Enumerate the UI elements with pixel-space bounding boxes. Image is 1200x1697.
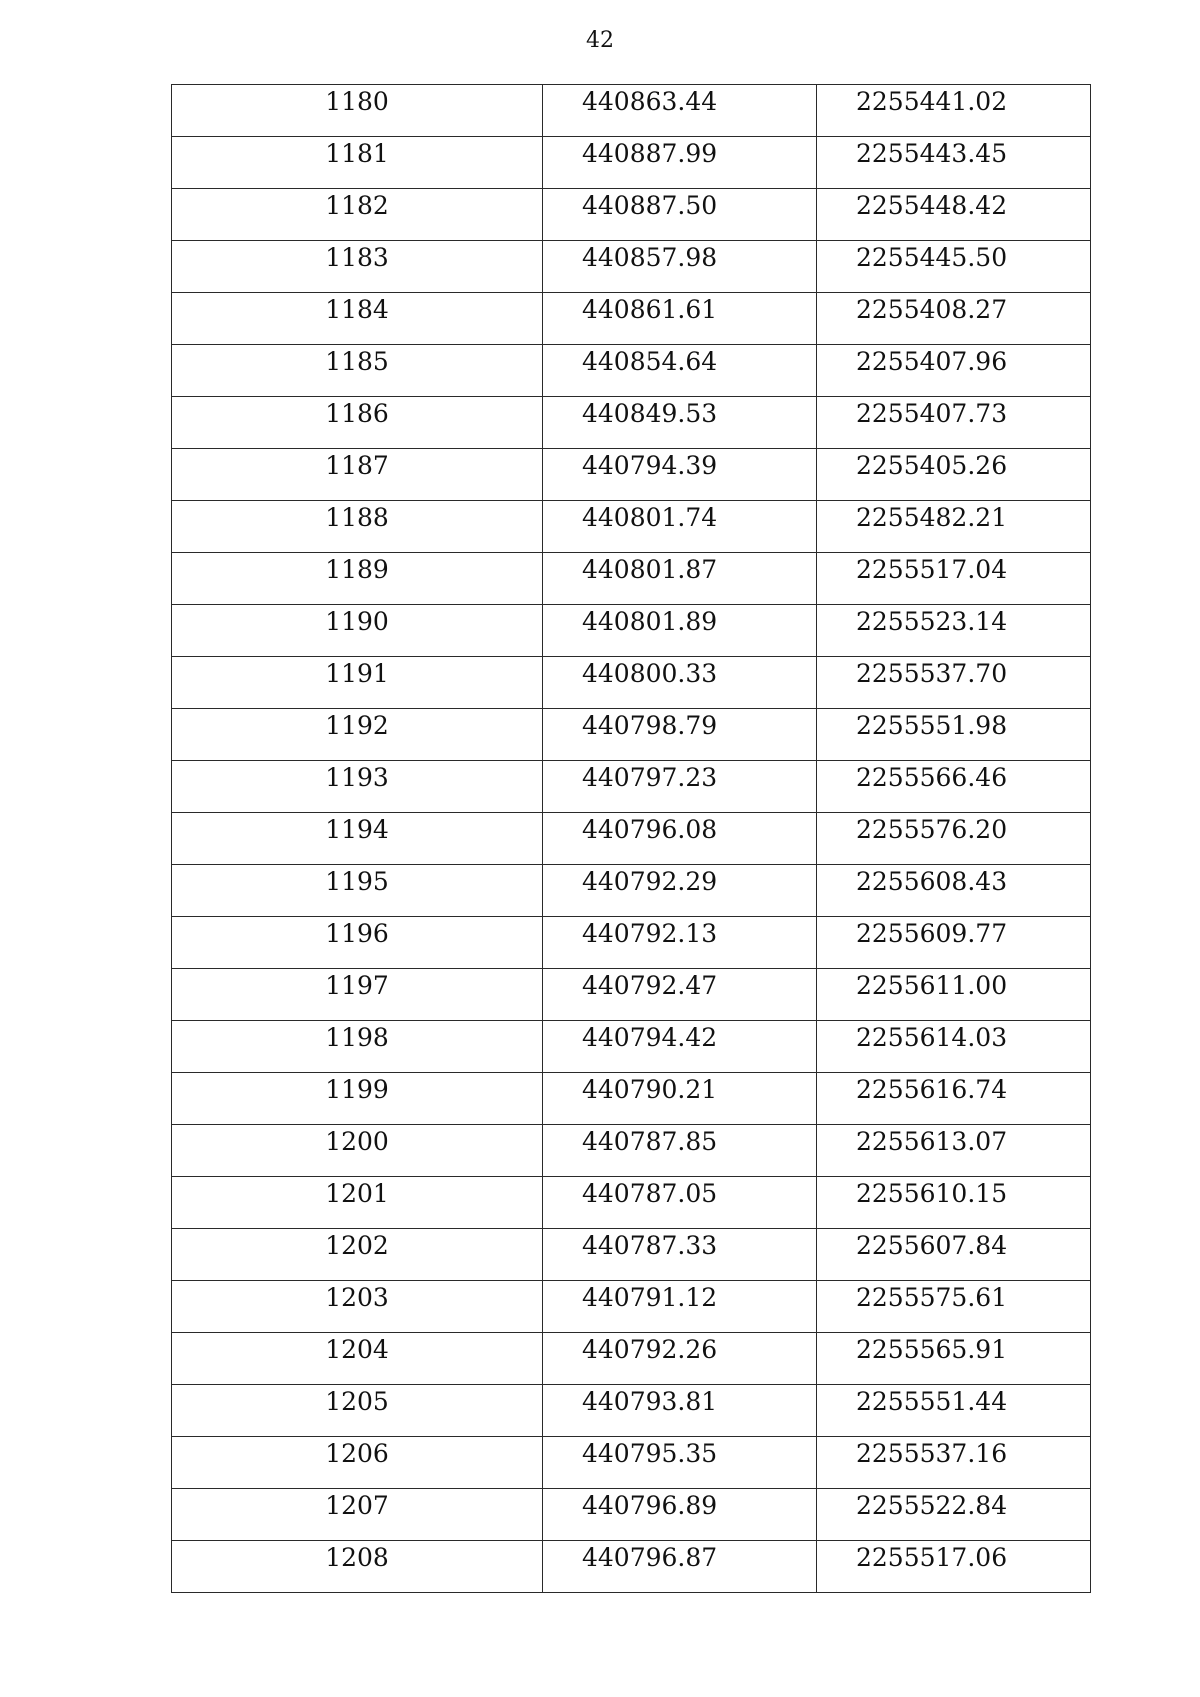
- table-row: [172, 241, 1091, 293]
- y-coordinate-cell: 2255537.16: [817, 1437, 1091, 1489]
- y-coordinate-cell: 2255611.00: [817, 969, 1091, 1021]
- x-coordinate-cell: 440794.42: [543, 1021, 817, 1073]
- table-row: [172, 501, 1091, 553]
- y-coordinate-cell: 2255607.84: [817, 1229, 1091, 1281]
- y-coordinate-cell: 2255576.20: [817, 813, 1091, 865]
- y-coordinate-cell: 2255566.46: [817, 761, 1091, 813]
- y-coordinate-cell: 2255551.44: [817, 1385, 1091, 1437]
- table-row: [172, 709, 1091, 761]
- table-row: [172, 293, 1091, 345]
- point-cell: 1188: [172, 501, 543, 553]
- x-coordinate-cell: 440796.87: [543, 1541, 817, 1593]
- point-cell: 1200: [172, 1125, 543, 1177]
- point-cell: 1208: [172, 1541, 543, 1593]
- point-cell: 1195: [172, 865, 543, 917]
- y-coordinate-cell: 2255551.98: [817, 709, 1091, 761]
- point-cell: 1183: [172, 241, 543, 293]
- x-coordinate-cell: 440800.33: [543, 657, 817, 709]
- table-row: [172, 865, 1091, 917]
- x-coordinate-cell: 440801.74: [543, 501, 817, 553]
- table-row: [172, 1229, 1091, 1281]
- x-coordinate-cell: 440796.89: [543, 1489, 817, 1541]
- y-coordinate-cell: 2255517.04: [817, 553, 1091, 605]
- y-coordinate-cell: 2255523.14: [817, 605, 1091, 657]
- table-row: [172, 1541, 1091, 1593]
- x-coordinate-cell: 440787.33: [543, 1229, 817, 1281]
- table-row: [172, 553, 1091, 605]
- point-cell: 1181: [172, 137, 543, 189]
- x-coordinate-cell: 440854.64: [543, 345, 817, 397]
- y-coordinate-cell: 2255608.43: [817, 865, 1091, 917]
- point-cell: 1186: [172, 397, 543, 449]
- x-coordinate-cell: 440792.47: [543, 969, 817, 1021]
- x-coordinate-cell: 440790.21: [543, 1073, 817, 1125]
- point-cell: 1201: [172, 1177, 543, 1229]
- x-coordinate-cell: 440863.44: [543, 85, 817, 137]
- y-coordinate-cell: 2255614.03: [817, 1021, 1091, 1073]
- table-row: [172, 449, 1091, 501]
- point-cell: 1184: [172, 293, 543, 345]
- y-coordinate-cell: 2255445.50: [817, 241, 1091, 293]
- x-coordinate-cell: 440887.50: [543, 189, 817, 241]
- x-coordinate-cell: 440791.12: [543, 1281, 817, 1333]
- point-cell: 1202: [172, 1229, 543, 1281]
- table-row: [172, 813, 1091, 865]
- page-number: 42: [586, 28, 614, 53]
- table-row: [172, 137, 1091, 189]
- table-row: [172, 85, 1091, 137]
- table-row: [172, 969, 1091, 1021]
- point-cell: 1205: [172, 1385, 543, 1437]
- point-cell: 1191: [172, 657, 543, 709]
- y-coordinate-cell: 2255575.61: [817, 1281, 1091, 1333]
- x-coordinate-cell: 440798.79: [543, 709, 817, 761]
- y-coordinate-cell: 2255522.84: [817, 1489, 1091, 1541]
- table-body: [172, 85, 1091, 1593]
- coordinates-table: [171, 84, 1091, 1593]
- table-row: [172, 397, 1091, 449]
- y-coordinate-cell: 2255613.07: [817, 1125, 1091, 1177]
- x-coordinate-cell: 440787.05: [543, 1177, 817, 1229]
- table-row: [172, 761, 1091, 813]
- x-coordinate-cell: 440792.26: [543, 1333, 817, 1385]
- y-coordinate-cell: 2255609.77: [817, 917, 1091, 969]
- table-row: [172, 1073, 1091, 1125]
- table-row: [172, 345, 1091, 397]
- point-cell: 1180: [172, 85, 543, 137]
- point-cell: 1197: [172, 969, 543, 1021]
- x-coordinate-cell: 440797.23: [543, 761, 817, 813]
- y-coordinate-cell: 2255407.96: [817, 345, 1091, 397]
- table-row: [172, 189, 1091, 241]
- table-row: [172, 605, 1091, 657]
- x-coordinate-cell: 440793.81: [543, 1385, 817, 1437]
- table-row: [172, 657, 1091, 709]
- y-coordinate-cell: 2255565.91: [817, 1333, 1091, 1385]
- x-coordinate-cell: 440801.87: [543, 553, 817, 605]
- table-row: [172, 1333, 1091, 1385]
- table-row: [172, 1021, 1091, 1073]
- point-cell: 1189: [172, 553, 543, 605]
- point-cell: 1187: [172, 449, 543, 501]
- point-cell: 1192: [172, 709, 543, 761]
- point-cell: 1194: [172, 813, 543, 865]
- x-coordinate-cell: 440801.89: [543, 605, 817, 657]
- table-row: [172, 1177, 1091, 1229]
- point-cell: 1203: [172, 1281, 543, 1333]
- point-cell: 1206: [172, 1437, 543, 1489]
- y-coordinate-cell: 2255441.02: [817, 85, 1091, 137]
- x-coordinate-cell: 440792.29: [543, 865, 817, 917]
- y-coordinate-cell: 2255616.74: [817, 1073, 1091, 1125]
- x-coordinate-cell: 440887.99: [543, 137, 817, 189]
- y-coordinate-cell: 2255405.26: [817, 449, 1091, 501]
- y-coordinate-cell: 2255407.73: [817, 397, 1091, 449]
- point-cell: 1199: [172, 1073, 543, 1125]
- y-coordinate-cell: 2255448.42: [817, 189, 1091, 241]
- y-coordinate-cell: 2255610.15: [817, 1177, 1091, 1229]
- x-coordinate-cell: 440796.08: [543, 813, 817, 865]
- y-coordinate-cell: 2255517.06: [817, 1541, 1091, 1593]
- y-coordinate-cell: 2255443.45: [817, 137, 1091, 189]
- x-coordinate-cell: 440787.85: [543, 1125, 817, 1177]
- table-row: [172, 1437, 1091, 1489]
- y-coordinate-cell: 2255408.27: [817, 293, 1091, 345]
- x-coordinate-cell: 440794.39: [543, 449, 817, 501]
- x-coordinate-cell: 440849.53: [543, 397, 817, 449]
- point-cell: 1196: [172, 917, 543, 969]
- point-cell: 1204: [172, 1333, 543, 1385]
- y-coordinate-cell: 2255537.70: [817, 657, 1091, 709]
- point-cell: 1193: [172, 761, 543, 813]
- table-row: [172, 1489, 1091, 1541]
- point-cell: 1182: [172, 189, 543, 241]
- x-coordinate-cell: 440795.35: [543, 1437, 817, 1489]
- x-coordinate-cell: 440792.13: [543, 917, 817, 969]
- table-row: [172, 1125, 1091, 1177]
- table-row: [172, 1385, 1091, 1437]
- x-coordinate-cell: 440861.61: [543, 293, 817, 345]
- point-cell: 1207: [172, 1489, 543, 1541]
- x-coordinate-cell: 440857.98: [543, 241, 817, 293]
- y-coordinate-cell: 2255482.21: [817, 501, 1091, 553]
- table-row: [172, 1281, 1091, 1333]
- point-cell: 1185: [172, 345, 543, 397]
- point-cell: 1190: [172, 605, 543, 657]
- table-row: [172, 917, 1091, 969]
- point-cell: 1198: [172, 1021, 543, 1073]
